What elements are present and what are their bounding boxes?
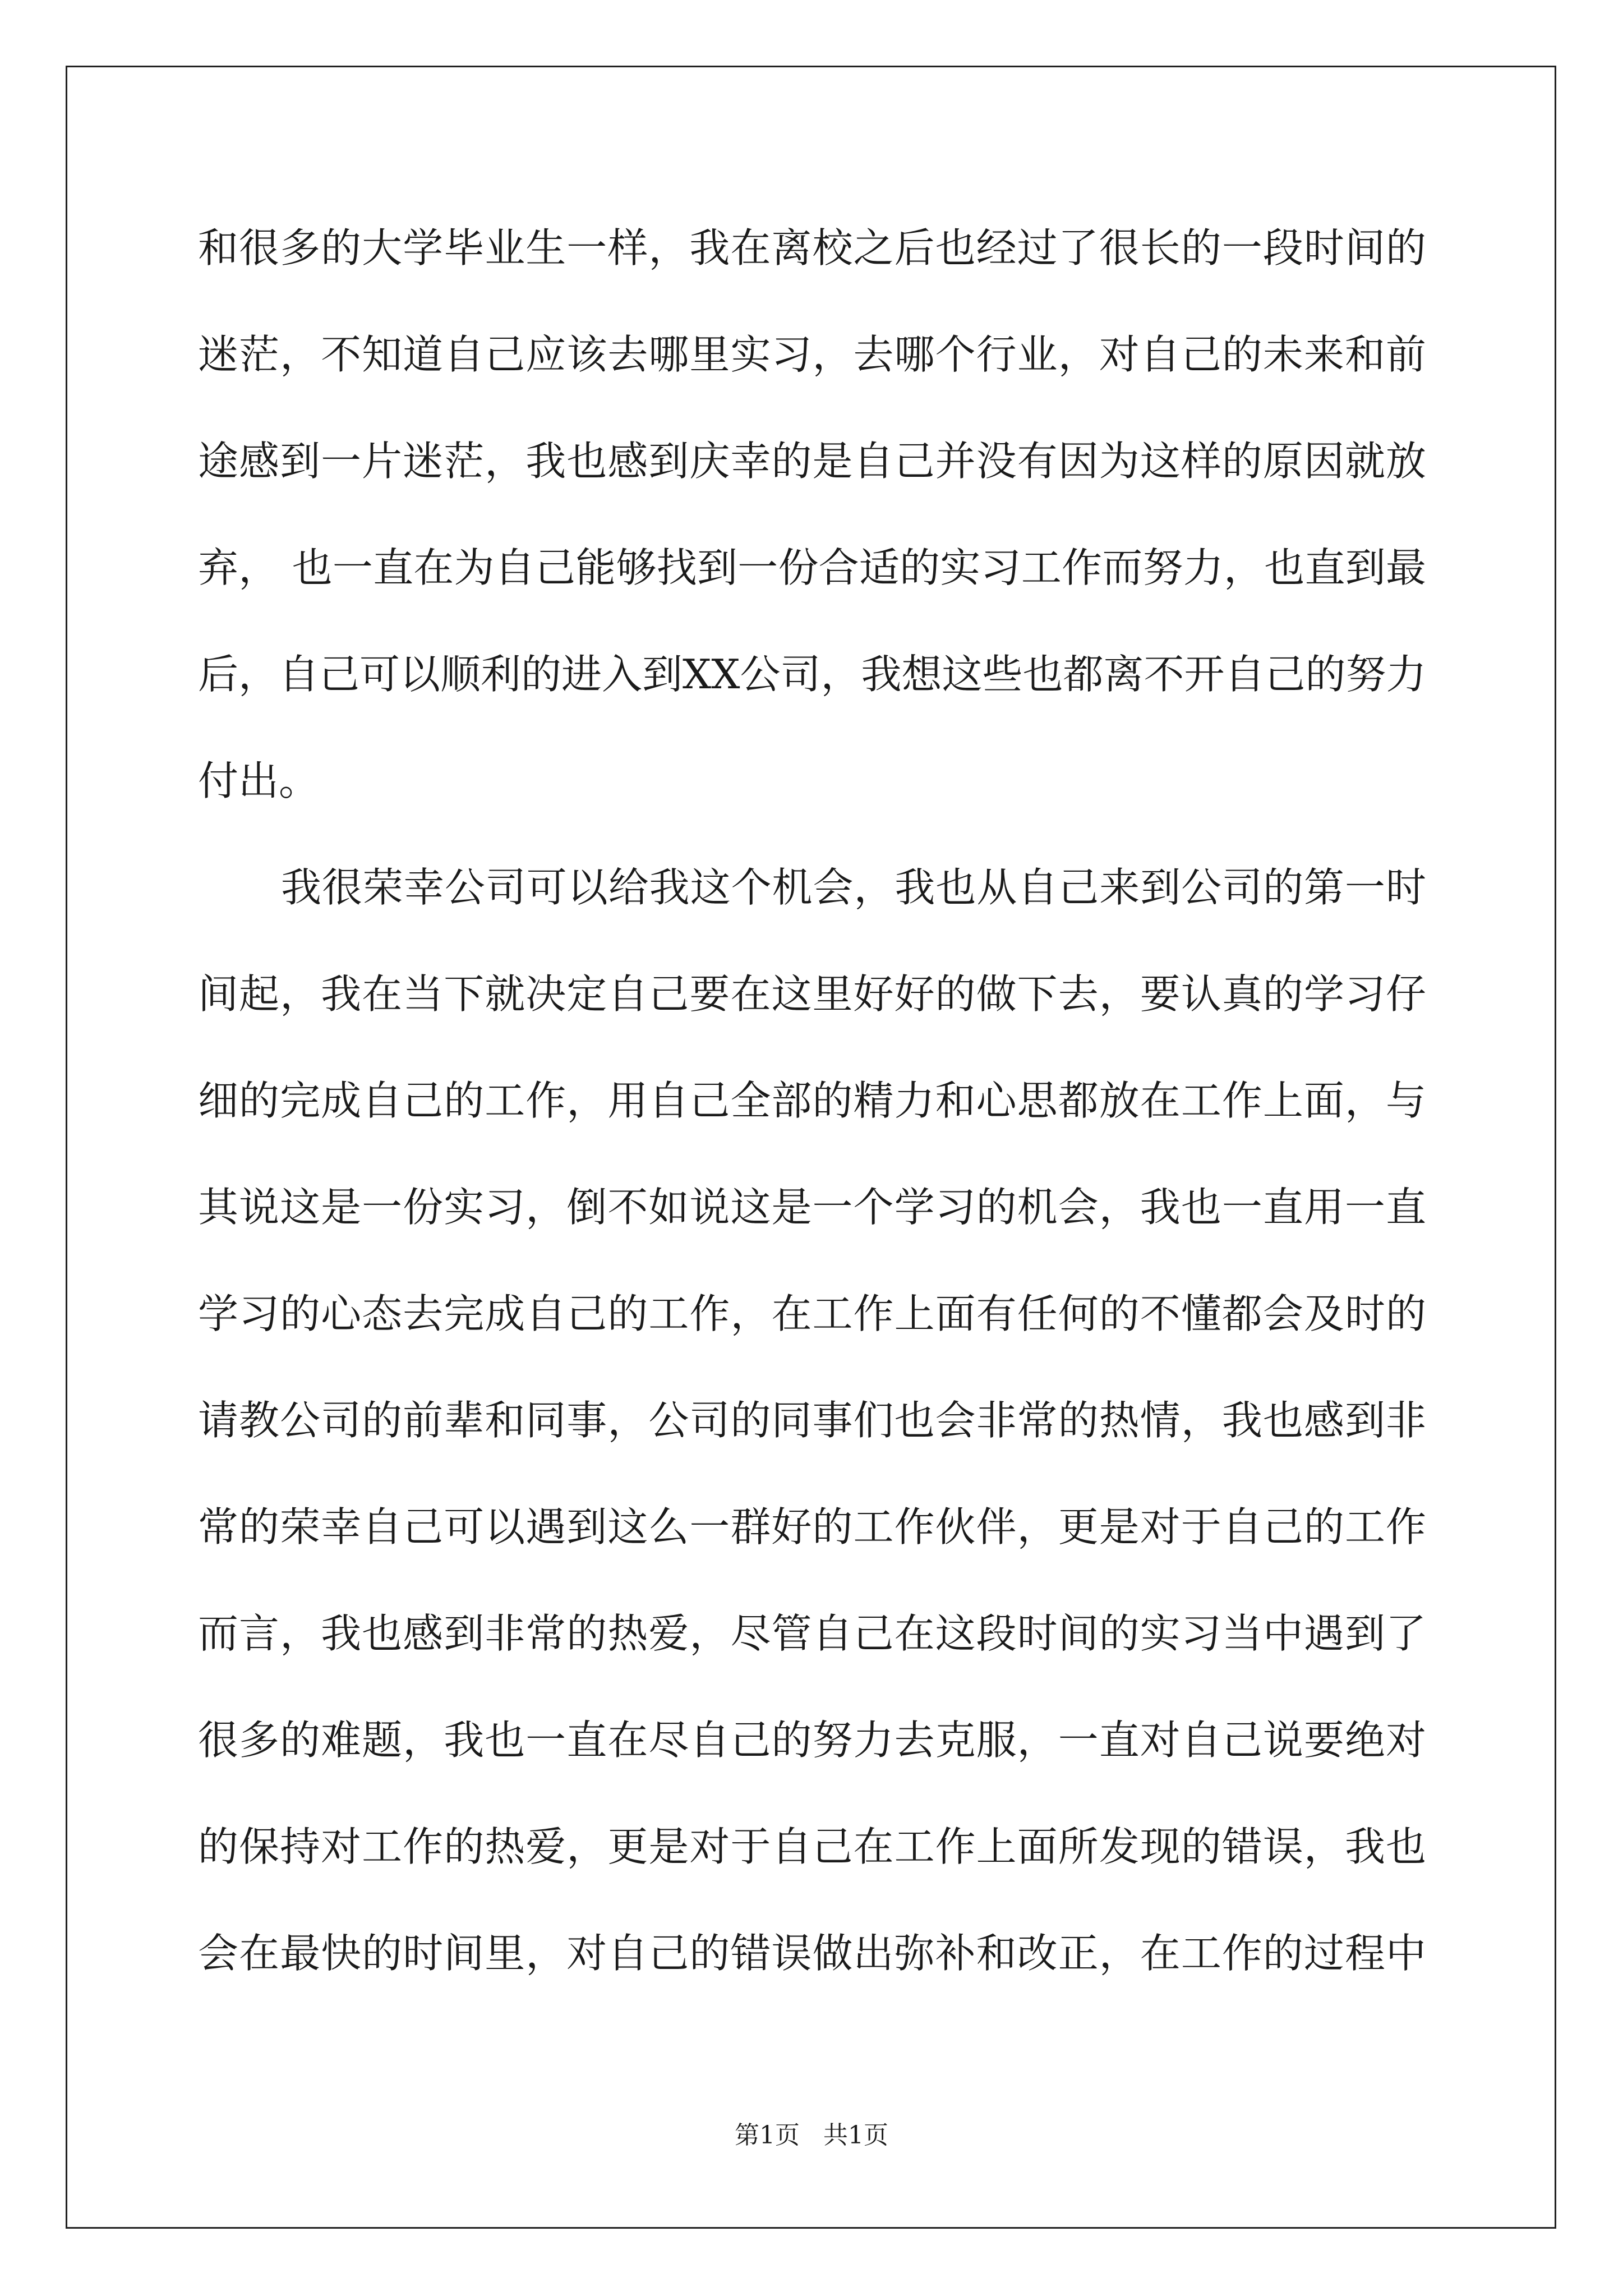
paragraph-2-line-10: 的保持对工作的热爱，更是对于自己在工作上面所发现的错误，我也 [198,1823,1426,1870]
paragraph-2-line-4: 其说这是一份实习，倒不如说这是一个学习的机会，我也一直用一直 [198,1184,1426,1231]
paragraph-2-line-1: 我很荣幸公司可以给我这个机会，我也从自己来到公司的第一时 [281,864,1426,911]
paragraph-2-line-6: 请教公司的前辈和同事，公司的同事们也会非常的热情，我也感到非 [198,1397,1426,1444]
paragraph-2-line-2: 间起，我在当下就决定自己要在这里好好的做下去，要认真的学习仔 [198,970,1426,1018]
paragraph-2-line-7: 常的荣幸自己可以遇到这么一群好的工作伙伴，更是对于自己的工作 [198,1503,1426,1550]
paragraph-1-line-4: 弃， 也一直在为自己能够找到一份合适的实习工作而努力，也直到最 [198,544,1426,591]
paragraph-2-line-3: 细的完成自己的工作，用自己全部的精力和心思都放在工作上面，与 [198,1077,1426,1124]
paragraph-1-line-3: 途感到一片迷茫，我也感到庆幸的是自己并没有因为这样的原因就放 [198,438,1426,485]
paragraph-2-line-8: 而言，我也感到非常的热爱，尽管自己在这段时间的实习当中遇到了 [198,1610,1426,1657]
page-frame [66,66,1556,2229]
page-number-footer: 第1页 共1页 [735,2121,888,2150]
paragraph-1-line-2: 迷茫，不知道自己应该去哪里实习，去哪个行业，对自己的未来和前 [198,331,1426,378]
paragraph-2-line-5: 学习的心态去完成自己的工作，在工作上面有任何的不懂都会及时的 [198,1290,1426,1337]
paragraph-2-line-9: 很多的难题，我也一直在尽自己的努力去克服，一直对自己说要绝对 [198,1717,1426,1764]
paragraph-2-line-11: 会在最快的时间里，对自己的错误做出弥补和改正，在工作的过程中 [198,1930,1426,1977]
paragraph-1-line-6: 付出。 [198,757,320,804]
paragraph-1-line-1: 和很多的大学毕业生一样，我在离校之后也经过了很长的一段时间的 [198,224,1426,272]
paragraph-1-line-5: 后，自己可以顺利的进入到XX公司，我想这些也都离不开自己的努力 [198,651,1427,698]
